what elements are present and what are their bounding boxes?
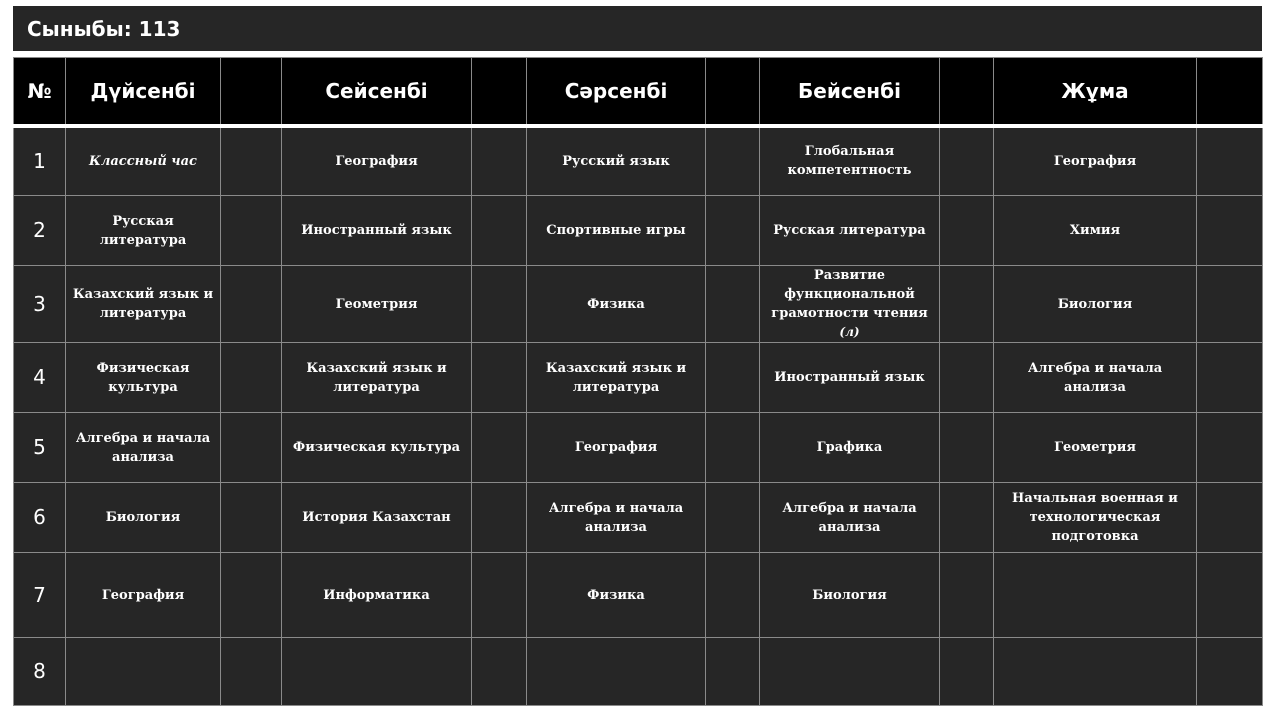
header-spacer <box>1197 58 1263 126</box>
cell-tuesday: Иностранный язык <box>282 196 472 266</box>
cell-spacer <box>940 413 994 483</box>
cell-wednesday: География <box>527 413 706 483</box>
cell-wednesday: Казахский язык и литература <box>527 343 706 413</box>
cell-spacer <box>1197 196 1263 266</box>
cell-spacer <box>940 553 994 638</box>
cell-tuesday: Геометрия <box>282 266 472 343</box>
header-row <box>14 58 1263 126</box>
lesson-number: 6 <box>14 483 66 553</box>
header-friday: Жұма <box>994 58 1197 126</box>
cell-wednesday: Физика <box>527 553 706 638</box>
cell-tuesday: География <box>282 126 472 196</box>
cell-spacer <box>706 126 760 196</box>
header-spacer <box>221 58 282 126</box>
cell-spacer <box>472 126 527 196</box>
cell-friday: Биология <box>994 266 1197 343</box>
cell-thursday: Глобальная компетентность <box>760 126 940 196</box>
cell-friday <box>994 638 1197 706</box>
cell-spacer <box>706 553 760 638</box>
table-row <box>14 638 1263 706</box>
cell-spacer <box>221 483 282 553</box>
cell-spacer <box>706 343 760 413</box>
cell-spacer <box>706 413 760 483</box>
header-num: № <box>14 58 66 126</box>
cell-thursday: Иностранный язык <box>760 343 940 413</box>
cell-spacer <box>221 638 282 706</box>
cell-monday: Классный час <box>66 126 221 196</box>
cell-thursday <box>760 266 940 343</box>
cell-friday: География <box>994 126 1197 196</box>
cell-spacer <box>472 343 527 413</box>
header-monday: Дүйсенбі <box>66 58 221 126</box>
header-spacer <box>472 58 527 126</box>
cell-spacer <box>940 196 994 266</box>
lesson-number: 5 <box>14 413 66 483</box>
cell-wednesday: Физика <box>527 266 706 343</box>
cell-spacer <box>940 343 994 413</box>
cell-spacer <box>706 196 760 266</box>
header-thursday: Бейсенбі <box>760 58 940 126</box>
cell-spacer <box>706 266 760 343</box>
table-row <box>14 483 1263 553</box>
header-wednesday: Сәрсенбі <box>527 58 706 126</box>
header-spacer <box>706 58 760 126</box>
table-row <box>14 413 1263 483</box>
cell-friday <box>994 553 1197 638</box>
cell-thursday: Биология <box>760 553 940 638</box>
cell-spacer <box>221 553 282 638</box>
cell-spacer <box>472 266 527 343</box>
cell-friday: Геометрия <box>994 413 1197 483</box>
cell-friday: Начальная военная и технологическая подготовка <box>994 483 1197 553</box>
cell-spacer <box>221 266 282 343</box>
cell-tuesday: История Казахстан <box>282 483 472 553</box>
cell-wednesday: Спортивные игры <box>527 196 706 266</box>
cell-monday <box>66 638 221 706</box>
lesson-number: 4 <box>14 343 66 413</box>
cell-tuesday: Информатика <box>282 553 472 638</box>
table-row <box>14 553 1263 638</box>
header-spacer <box>940 58 994 126</box>
cell-monday: Алгебра и начала анализа <box>66 413 221 483</box>
cell-spacer <box>472 553 527 638</box>
cell-spacer <box>706 638 760 706</box>
cell-spacer <box>472 483 527 553</box>
table-row <box>14 196 1263 266</box>
cell-tuesday: Физическая культура <box>282 413 472 483</box>
cell-spacer <box>1197 553 1263 638</box>
page-title: Сыныбы: 113 <box>13 6 1262 51</box>
cell-thursday: Русская литература <box>760 196 940 266</box>
lesson-number: 8 <box>14 638 66 706</box>
cell-monday: Казахский язык и литература <box>66 266 221 343</box>
cell-spacer <box>1197 266 1263 343</box>
cell-wednesday: Алгебра и начала анализа <box>527 483 706 553</box>
cell-spacer <box>221 196 282 266</box>
header-tuesday: Сейсенбі <box>282 58 472 126</box>
cell-wednesday: Русский язык <box>527 126 706 196</box>
cell-spacer <box>1197 483 1263 553</box>
cell-spacer <box>940 126 994 196</box>
cell-spacer <box>472 196 527 266</box>
cell-monday: Биология <box>66 483 221 553</box>
cell-thursday: Алгебра и начала анализа <box>760 483 940 553</box>
cell-thursday <box>760 638 940 706</box>
cell-spacer <box>472 638 527 706</box>
cell-monday: География <box>66 553 221 638</box>
cell-spacer <box>1197 638 1263 706</box>
cell-friday: Алгебра и начала анализа <box>994 343 1197 413</box>
lesson-number: 2 <box>14 196 66 266</box>
table-row <box>14 266 1263 343</box>
subject-note: (л) <box>839 325 860 339</box>
table-row <box>14 126 1263 196</box>
lesson-number: 1 <box>14 126 66 196</box>
cell-spacer <box>1197 413 1263 483</box>
schedule-table <box>13 57 1263 706</box>
lesson-number: 3 <box>14 266 66 343</box>
cell-tuesday <box>282 638 472 706</box>
lesson-number: 7 <box>14 553 66 638</box>
cell-monday: Русская литература <box>66 196 221 266</box>
cell-monday: Физическая культура <box>66 343 221 413</box>
subject-text: Развитие функциональной грамотности чтения <box>771 268 928 321</box>
cell-spacer <box>940 483 994 553</box>
cell-spacer <box>221 343 282 413</box>
cell-spacer <box>940 266 994 343</box>
cell-spacer <box>940 638 994 706</box>
cell-tuesday: Казахский язык и литература <box>282 343 472 413</box>
cell-wednesday <box>527 638 706 706</box>
cell-spacer <box>1197 343 1263 413</box>
cell-spacer <box>472 413 527 483</box>
table-row <box>14 343 1263 413</box>
cell-spacer <box>221 126 282 196</box>
cell-thursday: Графика <box>760 413 940 483</box>
cell-spacer <box>706 483 760 553</box>
cell-friday: Химия <box>994 196 1197 266</box>
cell-spacer <box>221 413 282 483</box>
cell-spacer <box>1197 126 1263 196</box>
